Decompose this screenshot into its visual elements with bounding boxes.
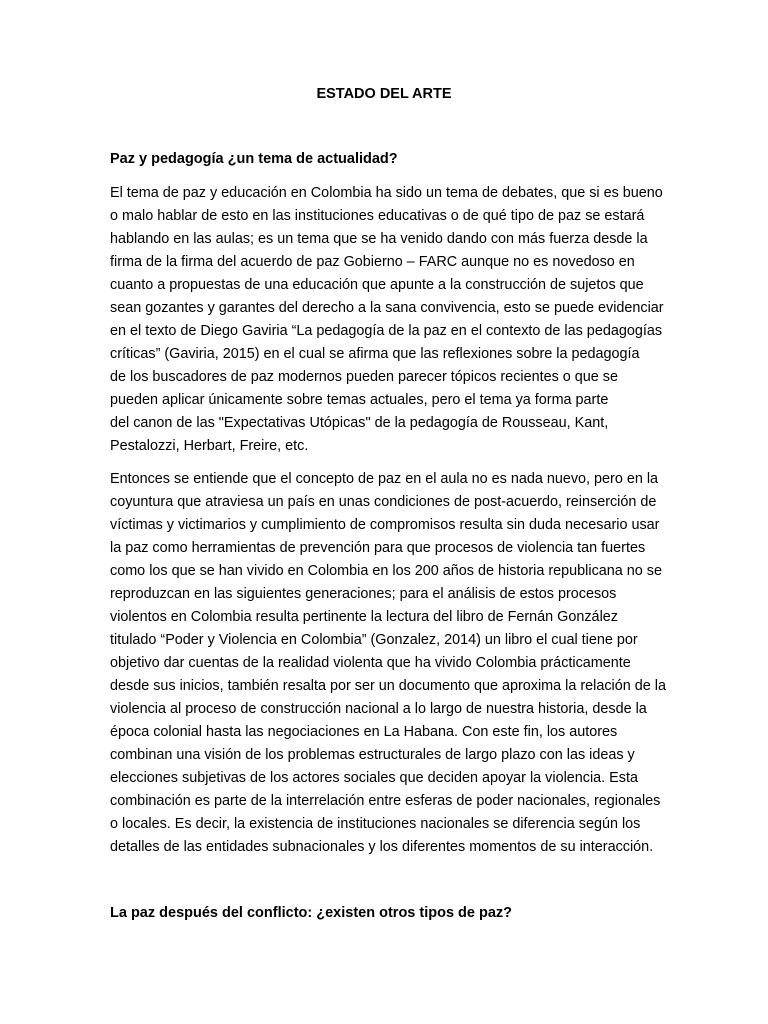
paragraph-line: pueden aplicar únicamente sobre temas actuales, pero el tema ya forma parte — [110, 392, 609, 408]
paragraph-line: del canon de las "Expectativas Utópicas" de la pedagogía de Rousseau, Kant, — [110, 415, 609, 431]
paragraph-line: violentos en Colombia resulta pertinente la lectura del libro de Fernán González — [110, 609, 618, 625]
paragraph-peace-in-classroom — [110, 468, 670, 859]
paragraph-line: sean gozantes y garantes del derecho a la sana convivencia, esto se puede evidenciar — [110, 300, 664, 316]
document-title: ESTADO DEL ARTE — [316, 86, 452, 102]
paragraph-line: combinan una visión de los problemas estructurales de largo plazo con las ideas y — [110, 747, 635, 763]
paragraph-line: Entonces se entiende que el concepto de paz en el aula no es nada nuevo, pero en la — [110, 471, 659, 487]
paragraph-line: Pestalozzi, Herbart, Freire, etc. — [110, 438, 309, 454]
paragraph-peace-education — [110, 182, 670, 458]
paragraph-line: o locales. Es decir, la existencia de instituciones nacionales se diferencia según los — [110, 816, 641, 832]
paragraph-line: reproduzcan en las siguientes generaciones; para el análisis de estos procesos — [110, 586, 617, 602]
paragraph-line: El tema de paz y educación en Colombia ha sido un tema de debates, que si es bueno — [110, 185, 663, 201]
paragraph-line: cuanto a propuestas de una educación que apunte a la construcción de sujetos que — [110, 277, 644, 293]
paragraph-line: de los buscadores de paz modernos pueden parecer tópicos recientes o que se — [110, 369, 618, 385]
paragraph-line: como los que se han vivido en Colombia en los 200 años de historia republicana no se — [110, 563, 662, 579]
paragraph-line: combinación es parte de la interrelación entre esferas de poder nacionales, regionales — [110, 793, 661, 809]
section-heading-peace-pedagogy: Paz y pedagogía ¿un tema de actualidad? — [110, 151, 398, 167]
paragraph-line: detalles de las entidades subnacionales y los diferentes momentos de su interacción. — [110, 839, 654, 855]
section-heading-peace-after-conflict: La paz después del conflicto: ¿existen otros tipos de paz? — [110, 905, 513, 921]
paragraph-line: en el texto de Diego Gaviria “La pedagogía de la paz en el contexto de las pedagogías — [110, 323, 663, 339]
paragraph-line: violencia al proceso de construcción nacional a lo largo de nuestra historia, desde la — [110, 701, 647, 717]
paragraph-line: firma de la firma del acuerdo de paz Gobierno – FARC aunque no es novedoso en — [110, 254, 635, 270]
paragraph-line: coyuntura que atraviesa un país en unas condiciones de post-acuerdo, reinserción de — [110, 494, 657, 510]
paragraph-line: elecciones subjetivas de los actores sociales que deciden apoyar la violencia. Esta — [110, 770, 638, 786]
paragraph-line: objetivo dar cuentas de la realidad violenta que ha vivido Colombia prácticamente — [110, 655, 631, 671]
paragraph-line: época colonial hasta las negociaciones en La Habana. Con este fin, los autores — [110, 724, 618, 740]
paragraph-line: la paz como herramientas de prevención para que procesos de violencia tan fuertes — [110, 540, 646, 556]
paragraph-line: o malo hablar de esto en las instituciones educativas o de qué tipo de paz se estará — [110, 208, 645, 224]
paragraph-line: desde sus inicios, también resalta por ser un documento que aproxima la relación de la — [110, 678, 666, 694]
paragraph-line: hablando en las aulas; es un tema que se ha venido dando con más fuerza desde la — [110, 231, 648, 247]
paragraph-line: críticas” (Gaviria, 2015) en el cual se afirma que las reflexiones sobre la pedagogía — [110, 346, 640, 362]
paragraph-line: víctimas y victimarios y cumplimiento de compromisos resulta sin duda necesario usar — [110, 517, 660, 533]
paragraph-line: titulado “Poder y Violencia en Colombia” (Gonzalez, 2014) un libro el cual tiene por — [110, 632, 638, 648]
